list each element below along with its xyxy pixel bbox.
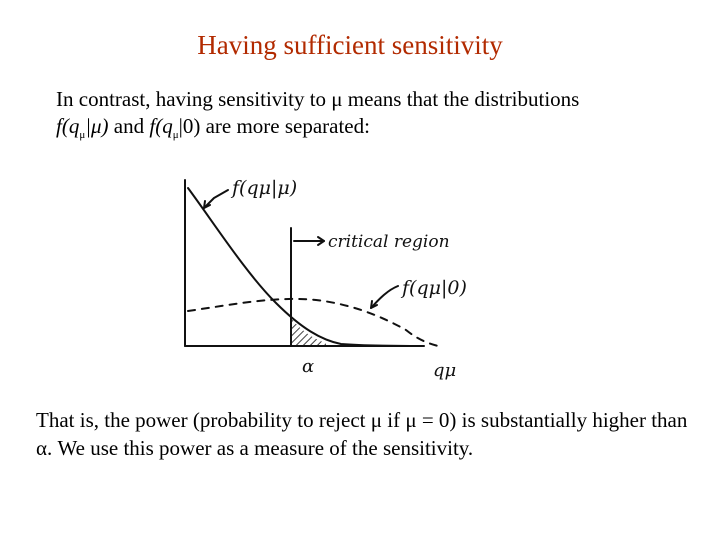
distribution-sketch (176, 168, 486, 390)
conclusion-text: That is, the power (probability to reject μ if μ = 0) is substantially higher than α. We use this power as a measure of the sensitivity. (36, 408, 688, 461)
arrow-f-0 (371, 286, 398, 308)
intro-tail: are more separated: (200, 114, 370, 139)
f-mu-curve (188, 188, 421, 346)
label-alpha: α (302, 356, 315, 377)
f-0-post: |0) (178, 114, 201, 139)
label-q-axis: qμ (433, 360, 457, 381)
label-f-mu: f(qμ|μ) (232, 177, 298, 199)
f-0-sub: μ (172, 129, 179, 142)
intro-text (56, 86, 696, 143)
and-text: and (108, 114, 150, 139)
label-critical-region: critical region (328, 232, 450, 252)
slide-title: Having sufficient sensitivity (197, 30, 503, 60)
label-f-0: f(qμ|0) (402, 277, 467, 299)
f-0-pre: f(q (149, 114, 173, 139)
f-mu-sub: μ (79, 129, 86, 142)
f-mu-pre: f(q (56, 114, 80, 139)
f-mu-post: |μ) (85, 114, 109, 139)
intro-line-2 (56, 113, 696, 142)
intro-line-1: In contrast, having sensitivity to μ means that the distributions (56, 87, 580, 111)
